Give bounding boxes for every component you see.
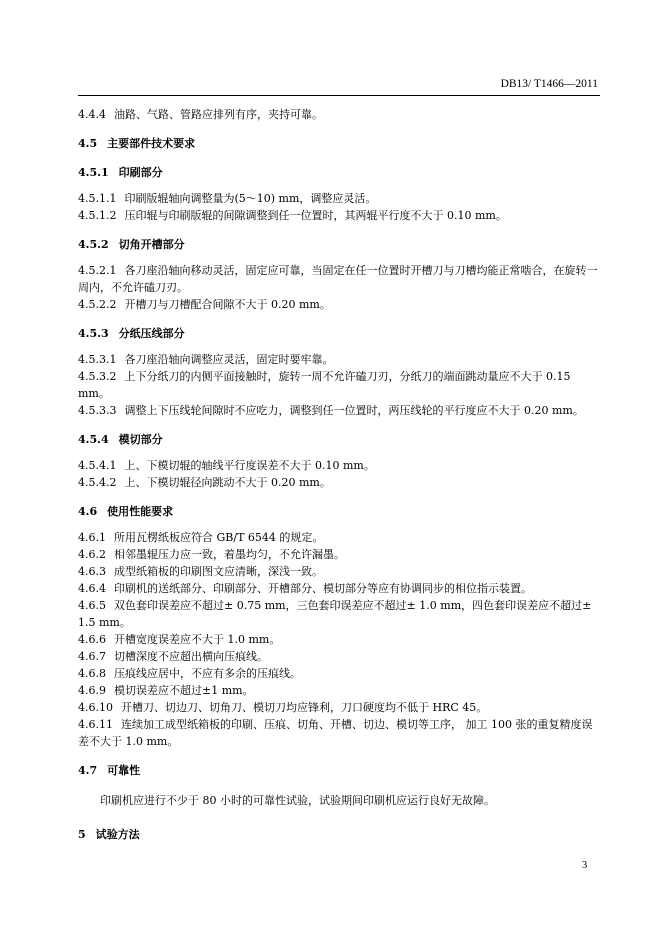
clause-text: 上、下模切辊径向跳动不大于 0.20 mm。 [124, 476, 331, 489]
clause-text: 使用性能要求 [107, 505, 174, 518]
clause-number: 4.5.4.1 [78, 459, 117, 472]
clause-number: 4.5.1 [78, 166, 109, 179]
clause-item [78, 207, 600, 224]
clause-number: 4.5.3.3 [78, 404, 117, 417]
clause-number: 4.5.3.1 [78, 353, 117, 366]
clause-text: 所用瓦楞纸板应符合 GB/T 6544 的规定。 [114, 531, 324, 544]
clause-number: 4.6.11 [78, 718, 113, 731]
clause-number: 4.5 [78, 137, 98, 150]
section-heading [78, 431, 600, 448]
clause-text: 上、下模切辊的轴线平行度误差不大于 0.10 mm。 [124, 459, 375, 472]
section-heading [78, 503, 600, 520]
clause-item [78, 474, 600, 491]
clause-item [78, 682, 600, 699]
clause-number: 4.6.9 [78, 684, 106, 697]
clause-text: 各刀座沿轴向调整应灵活，固定时要牢靠。 [124, 353, 334, 366]
clause-text: 压痕线应居中，不应有多余的压痕线。 [114, 667, 301, 680]
clause-number: 4.5.2 [78, 238, 109, 251]
clause-item [78, 457, 600, 474]
clause-item [78, 190, 600, 207]
clause-text: 开槽刀与刀槽配合间隙不大于 0.20 mm。 [124, 298, 331, 311]
clause-text: 上下分纸刀的内侧平面接触时，旋转一周不允许磕刀刃，分纸刀的端面跳动量应不大于 0.15 mm。 [78, 370, 571, 400]
clause-text: 模切误差应不超过±1 mm。 [114, 684, 254, 697]
clause-item [78, 631, 600, 648]
clause-text: 相邻墨辊压力应一致，着墨均匀，不允许漏墨。 [114, 548, 345, 561]
clause-item [78, 580, 600, 597]
clause-number: 4.5.4.2 [78, 476, 117, 489]
clause-number: 4.5.2.1 [78, 264, 117, 277]
clause-text: 印刷版辊轴向调整量为(5～10) mm，调整应灵活。 [124, 192, 377, 205]
clause-number: 4.6.4 [78, 582, 106, 595]
clause-item [78, 665, 600, 682]
clause-item [78, 296, 600, 313]
clause-text: 开槽宽度误差应不大于 1.0 mm。 [114, 633, 281, 646]
clause-number: 4.5.2.2 [78, 298, 117, 311]
clause-number: 4.4.4 [78, 108, 106, 121]
page-number: 3 [582, 860, 588, 871]
document-body [78, 106, 600, 843]
clause-number: 4.6.3 [78, 565, 106, 578]
clause-text: 分纸压线部分 [118, 327, 185, 340]
section-heading [78, 325, 600, 342]
clause-text: 印刷部分 [118, 166, 163, 179]
clause-number: 4.6.2 [78, 548, 106, 561]
clause-item [78, 546, 600, 563]
clause-item [78, 351, 600, 368]
clause-number: 4.6.10 [78, 701, 113, 714]
clause-item [78, 648, 600, 665]
clause-number: 4.6 [78, 505, 98, 518]
clause-text: 各刀座沿轴向移动灵活，固定应可靠，当固定在任一位置时开槽刀与刀槽均能正常啮合，在旋转一周内，不允许磕刀刃。 [78, 264, 598, 294]
section-heading [78, 135, 600, 152]
clause-number: 4.6.6 [78, 633, 106, 646]
document-id-header: DB13/ T1466—2011 [500, 78, 598, 90]
section-heading [78, 236, 600, 253]
body-paragraph: 印刷机应进行不少于 80 小时的可靠性试验，试验期间印刷机应运行良好无故障。 [100, 794, 495, 807]
clause-text: 压印辊与印刷版辊的间隙调整到任一位置时，其两辊平行度不大于 0.10 mm。 [124, 209, 507, 222]
clause-text: 切槽深度不应超出横向压痕线。 [114, 650, 268, 663]
clause-item [78, 368, 600, 402]
section-heading [78, 164, 600, 181]
clause-text: 油路、气路、管路应排列有序，夹持可靠。 [114, 108, 323, 121]
clause-number: 4.5.1.2 [78, 209, 117, 222]
clause-number: 4.6.5 [78, 599, 106, 612]
clause-text: 印刷机的送纸部分、印刷部分、开槽部分、模切部分等应有协调同步的相位指示装置。 [114, 582, 532, 595]
clause-number: 4.6.1 [78, 531, 106, 544]
clause-item [78, 106, 600, 123]
clause-item [78, 529, 600, 546]
clause-number: 4.5.4 [78, 433, 109, 446]
clause-item [78, 716, 600, 750]
clause-text: 成型纸箱板的印刷图文应清晰，深浅一致。 [114, 565, 323, 578]
clause-number: 4.5.3 [78, 327, 109, 340]
clause-text: 开槽刀、切边刀、切角刀、模切刀均应锋利，刀口硬度均不低于 HRC 45。 [121, 701, 488, 714]
clause-number: 4.6.8 [78, 667, 106, 680]
clause-text: 双色套印误差应不超过± 0.75 mm，三色套印误差应不超过± 1.0 mm，四色套印误差应不超过± 1.5 mm。 [78, 599, 592, 629]
clause-number: 4.5.3.2 [78, 370, 117, 383]
clause-item [78, 563, 600, 580]
clause-text: 试验方法 [95, 828, 140, 841]
clause-item [78, 402, 600, 419]
clause-text: 调整上下压线轮间隙时不应吃力，调整到任一位置时，两压线轮的平行度应不大于 0.20 mm。 [124, 404, 584, 417]
clause-number: 4.6.7 [78, 650, 106, 663]
clause-text: 切角开槽部分 [118, 238, 185, 251]
clause-text: 主要部件技术要求 [107, 137, 196, 150]
clause-item [78, 262, 600, 296]
clause-text: 模切部分 [118, 433, 163, 446]
clause-number: 5 [78, 828, 86, 841]
section-heading [78, 826, 600, 843]
header-rule [78, 95, 600, 96]
clause-item [78, 597, 600, 631]
section-heading [78, 762, 600, 779]
clause-number: 4.7 [78, 764, 98, 777]
clause-number: 4.5.1.1 [78, 192, 117, 205]
clause-text: 可靠性 [107, 764, 141, 777]
clause-item [78, 699, 600, 716]
clause-text: 连续加工成型纸箱板的印刷、压痕、切角、开槽、切边、模切等工序， 加工 100 张的重复精度误差不大于 1.0 mm。 [78, 718, 593, 748]
